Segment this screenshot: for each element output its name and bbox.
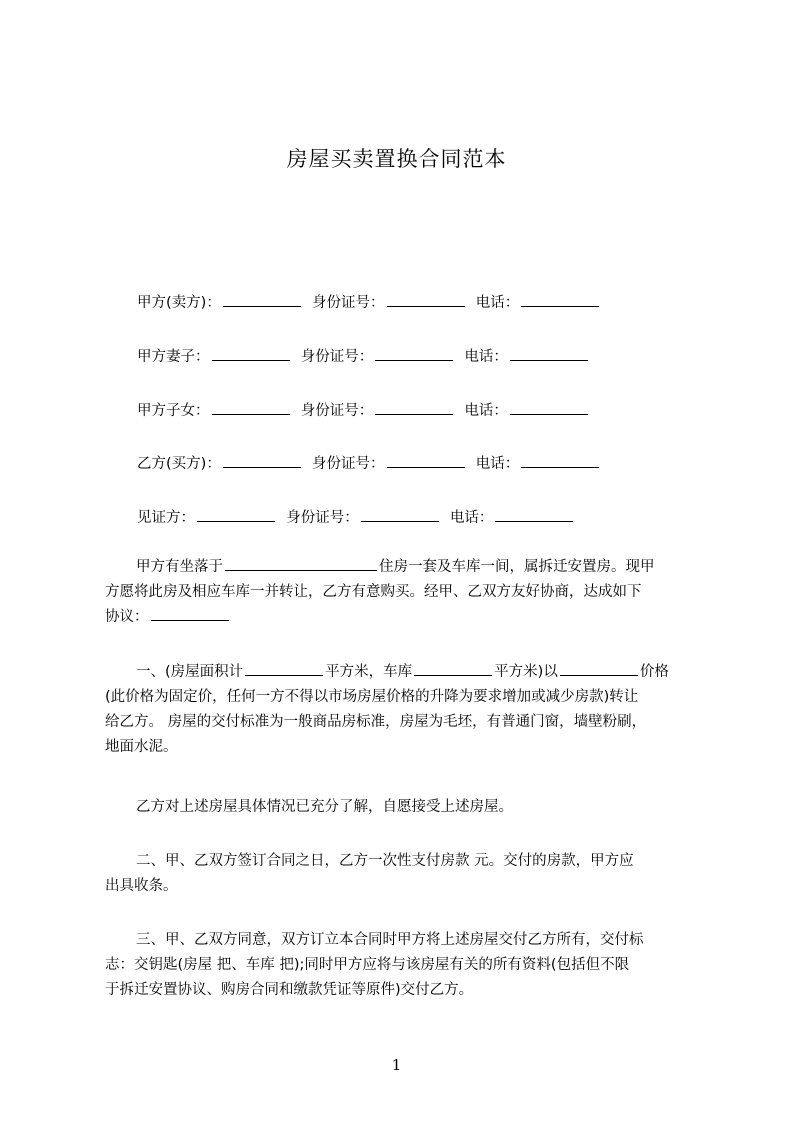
buyer-acknowledgement	[105, 795, 705, 820]
witness-tel-blank	[495, 506, 573, 522]
clause1-text-1b: 平方米，车库	[325, 664, 413, 680]
witness-name-blank	[197, 506, 275, 522]
seller-name-blank	[223, 291, 301, 307]
witness-id-blank	[361, 506, 439, 522]
clause3-text-3: 于拆迁安置协议、购房合同和缴款凭证等原件)交付乙方。	[105, 982, 474, 998]
agreement-blank	[151, 605, 229, 621]
seller-wife-label: 甲方妻子：	[137, 349, 210, 365]
buyer-label: 乙方(买方)：	[137, 456, 221, 472]
intro-paragraph	[105, 555, 705, 630]
seller-child-tel-blank	[510, 399, 588, 415]
clause1-text-3: 给乙方。 房屋的交付标准为一般商品房标准，房屋为毛坯，有普通门窗，墙壁粉刷，	[105, 714, 647, 730]
party-line-seller-wife	[137, 345, 590, 366]
buyer-tel-label: 电话：	[475, 456, 520, 472]
seller-tel-blank	[521, 291, 599, 307]
clause1-text-1a: 一、(房屋面积计	[136, 664, 244, 680]
intro-text-3: 协议：	[105, 609, 149, 625]
seller-label: 甲方(卖方)：	[137, 295, 221, 311]
seller-wife-tel-label: 电话：	[464, 349, 508, 365]
clause1-text-1d: 价格	[639, 664, 669, 680]
party-line-seller-child	[137, 399, 590, 420]
seller-tel-label: 电话：	[475, 295, 520, 311]
buyer-tel-blank	[521, 452, 599, 468]
clause3-text-2: 志：交钥匙(房屋 把、车库 把);同时甲方应将与该房屋有关的所有资料(包括但不限	[105, 957, 630, 973]
seller-wife-id-label: 身份证号：	[300, 349, 374, 365]
buyer-id-blank	[387, 452, 465, 468]
seller-child-id-blank	[375, 399, 453, 415]
seller-wife-id-blank	[375, 345, 453, 361]
buyer-id-label: 身份证号：	[312, 456, 385, 472]
witness-label: 见证方：	[137, 510, 195, 526]
document-title: 房屋买卖置换合同范本	[286, 147, 507, 171]
clause3-text-1: 三、甲、乙双方同意，双方订立本合同时甲方将上述房屋交付乙方所有，交付标	[136, 932, 644, 948]
seller-id-blank	[387, 291, 465, 307]
seller-child-name-blank	[212, 399, 290, 415]
garage-area-blank	[414, 660, 492, 676]
location-blank	[225, 555, 377, 571]
buyer-ack-text: 乙方对上述房屋具体情况已充分了解，自愿接受上述房屋。	[136, 799, 513, 815]
clause-3	[105, 928, 705, 1003]
party-line-seller	[137, 291, 601, 312]
party-line-witness	[137, 506, 575, 527]
seller-child-label: 甲方子女：	[137, 403, 210, 419]
witness-tel-label: 电话：	[449, 510, 494, 526]
clause2-text-1: 二、甲、乙双方签订合同之日，乙方一次性支付房款 元。交付的房款，甲方应	[136, 853, 634, 869]
clause-1	[105, 660, 705, 760]
clause1-text-1c: 平方米)以	[494, 664, 558, 680]
price-blank	[560, 660, 638, 676]
page-number: 1	[391, 1056, 402, 1074]
seller-wife-name-blank	[212, 345, 290, 361]
intro-text-1a: 甲方有坐落于	[136, 559, 223, 575]
clause1-text-4: 地面水泥。	[105, 739, 178, 755]
seller-wife-tel-blank	[510, 345, 588, 361]
seller-child-id-label: 身份证号：	[300, 403, 374, 419]
clause1-text-2: (此价格为固定价，任何一方不得以市场房屋价格的升降为要求增加或减少房款)转让	[105, 689, 639, 705]
seller-child-tel-label: 电话：	[464, 403, 508, 419]
intro-text-2: 方愿将此房及相应车库一并转让，乙方有意购买。经甲、乙双方友好协商，达成如下	[105, 584, 642, 600]
intro-text-1b: 住房一套及车库一间，属拆迁安置房。现甲	[379, 559, 655, 575]
buyer-name-blank	[223, 452, 301, 468]
seller-id-label: 身份证号：	[312, 295, 385, 311]
clause-2	[105, 849, 705, 899]
clause2-text-2: 出具收条。	[105, 878, 178, 894]
party-line-buyer	[137, 452, 601, 473]
house-area-blank	[245, 660, 323, 676]
witness-id-label: 身份证号：	[286, 510, 359, 526]
